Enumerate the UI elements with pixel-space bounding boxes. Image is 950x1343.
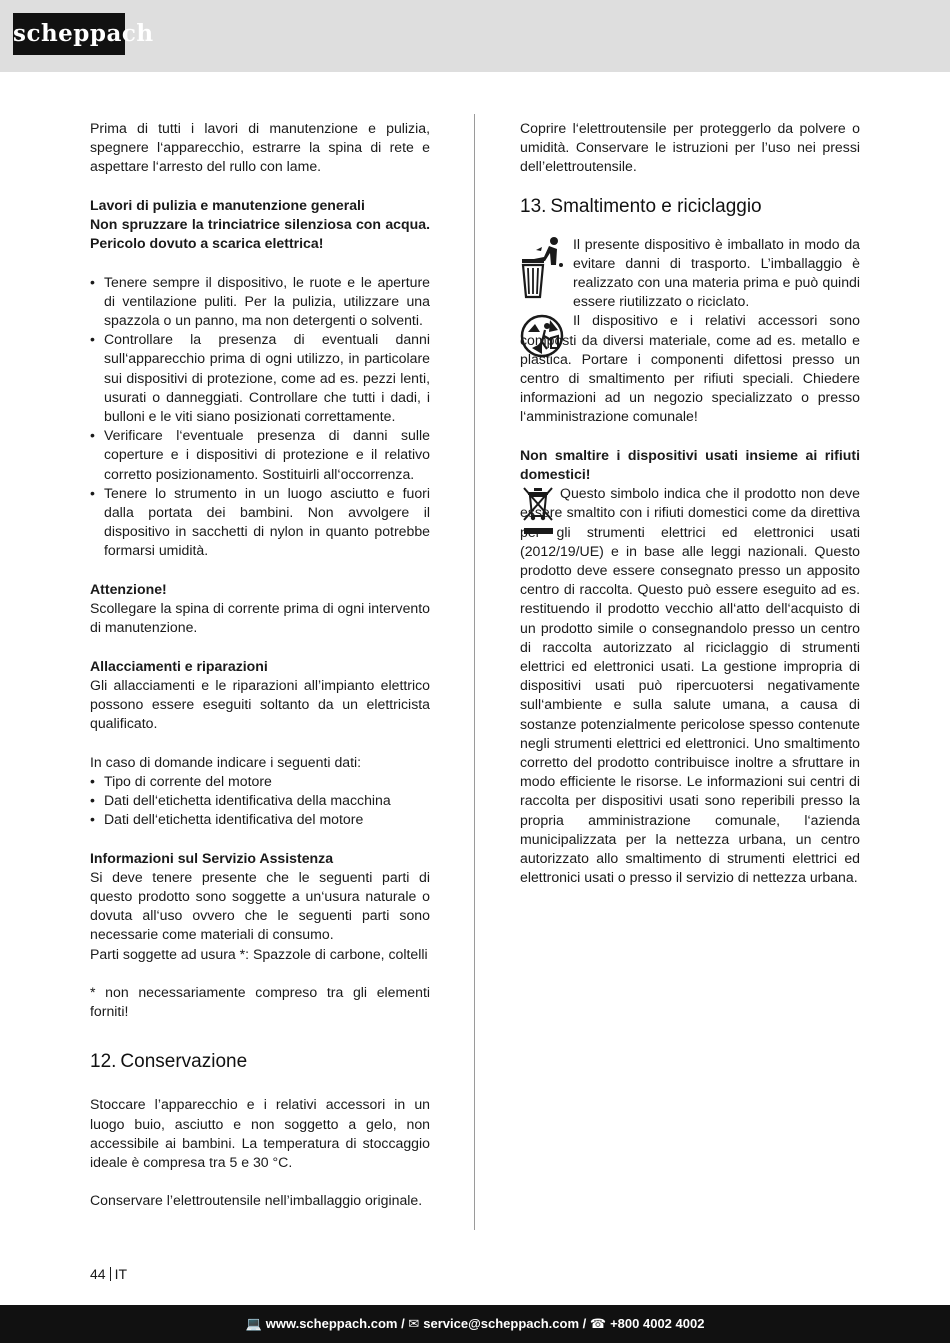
list-item: • Dati dell‘etichetta identificativa della macchina (90, 791, 430, 810)
connections-text: Gli allacciamenti e le riparazioni all’impianto elettrico possono essere eseguiti soltanto da un elettricista qualificato. (90, 676, 430, 732)
left-column (90, 119, 430, 1211)
footer-separator: / (582, 1316, 587, 1331)
service-title: Informazioni sul Servizio Assistenza (90, 849, 334, 866)
page-footer (0, 1305, 950, 1343)
list-item: • Controllare la presenza di eventuali danni sull‘apparecchio prima di ogni utilizzo, in particolare sui dispositivi di protezione, come ad es. pezzi lenti, usurati o danneggiati. Controllare che tutti i dadi, i bulloni e le viti siano posizionati correttamente. (90, 330, 430, 426)
mail-icon: ✉ (408, 1316, 420, 1331)
footer-website[interactable]: www.scheppach.com (265, 1316, 398, 1331)
list-item: • Tipo di corrente del motore (90, 772, 430, 791)
weee-block (520, 484, 860, 887)
section-number: 13. (520, 195, 547, 217)
list-item: • Dati dell‘etichetta identificativa del motore (90, 810, 430, 829)
section-12-heading (90, 1050, 430, 1074)
list-item: • Tenere lo strumento in un luogo asciutto e fuori dalla portata dei bambini. Non avvolgere il dispositivo in sacchetti di nylon in quanto potrebbe formarsi umidità. (90, 484, 430, 561)
right-column (520, 119, 860, 888)
maintenance-intro: Prima di tutti i lavori di manutenzione e pulizia, spegnere l‘apparecchio, estrarre la spina di rete e aspettare l‘arresto del rullo con lame. (90, 120, 430, 175)
page-number (90, 1265, 127, 1283)
section-number: 12. (90, 1051, 117, 1073)
cleaning-warning: Non spruzzare la trinciatrice silenziosa con acqua. Pericolo dovuto a scarica elettrica! (90, 216, 430, 252)
section-title: Conservazione (120, 1051, 248, 1073)
storage-text-2: Conservare l’elettroutensile nell’imballaggio originale. (90, 1192, 423, 1209)
page-number-value: 44 (90, 1266, 106, 1282)
list-item: • Tenere sempre il dispositivo, le ruote e le aperture di ventilazione puliti. Per la pulizia, utilizzare una spazzola o un panno, ma non detergenti o solventi. (90, 273, 430, 331)
list-item: • Verificare l‘eventuale presenza di danni sulle coperture e i dispositivi di protezione e il relativo corretto posizionamento. Sostituirli all‘occorrenza. (90, 426, 430, 484)
section-13-heading (520, 195, 860, 219)
packaging-text: Il presente dispositivo è imballato in modo da evitare danni di trasporto. L’imballaggio è realizzato con una materia prima e può quindi essere riutilizzato o riciclato. (573, 235, 860, 310)
footer-phone[interactable]: +800 4002 4002 (610, 1316, 705, 1331)
footnote: * non necessariamente compreso tra gli elementi forniti! (90, 984, 430, 1020)
cleaning-title: Lavori di pulizia e manutenzione generali (90, 196, 365, 213)
accessories-text: Il dispositivo e i relativi accessori sono composti da diversi materiale, come ad es. metallo e plastica. Portare i componenti difettosi presso un centro di smaltimento per rifiuti speciali. Chiedere informazioni ad un negozio specializzato o presso l‘amministrazione comunale! (520, 312, 860, 425)
footer-email[interactable]: service@scheppach.com (423, 1316, 580, 1331)
column-divider (474, 114, 475, 1230)
page-header (0, 0, 950, 72)
storage-text-1: Stoccare l’apparecchio e i relativi accessori in un luogo buio, asciutto e non soggetto a gelo, non accessibile ai bambini. La temperatura di stoccaggio ideale è compresa tra 5 e 30 °C. (90, 1096, 430, 1171)
packaging-block (520, 235, 860, 427)
page-language: IT (114, 1266, 128, 1282)
attention-title: Attenzione! (90, 580, 167, 597)
cleaning-list (90, 273, 430, 561)
wear-parts: Parti soggette ad usura *: Spazzole di carbone, coltelli (90, 945, 428, 962)
scheppach-logo: scheppach (13, 13, 125, 55)
questions-intro: In caso di domande indicare i seguenti dati: (90, 753, 362, 770)
service-text: Si deve tenere presente che le seguenti parti di questo prodotto sono soggette a un‘usura naturale o dovuta all‘uso ovvero che le seguenti parti sono necessarie come materiali di consumo. (90, 868, 430, 943)
connections-title: Allacciamenti e riparazioni (90, 657, 268, 674)
questions-list (90, 772, 430, 830)
weee-text: Questo simbolo indica che il prodotto non deve essere smaltito con i rifiuti domestici come da direttiva per gli strumenti elettrici ed elettronici usati (2012/19/UE) e in base alle leggi nazionali. Questo prodotto deve essere consegnato presso un apposito centro di raccolta. Questo può essere eseguito ad es. restituendo il prodotto vecchio all‘atto dell‘acquisto di un prodotto simile o consegnandolo presso un centro di raccolta autorizzato al riciclaggio di strumenti elettrici ed elettronici usati. La gestione impropria di dispositivi usati può ripercuotersi negativamente sull‘ambiente e sulla salute umana, a causa di sostanze potenzialmente pericolose spesso contenute negli strumenti elettrici ed elettronici. Uno smaltimento corretto del prodotto contribuisce inoltre a sfruttare in modo efficiente le risorse. Le informazioni sui centri di raccolta per dispositivi usati sono reperibili presso la propria amministrazione comunale, l‘azienda municipalizzata per la nettezza urbana, un centro autorizzato allo smaltimento di strumenti elettrici ed elettronici usati o presso il servizio di nettezza urbana. (520, 485, 860, 886)
phone-icon: ☎ (589, 1316, 607, 1331)
cover-text: Coprire l‘elettroutensile per proteggerlo da polvere o umidità. Conservare le istruzioni per l’uso nei pressi dell’elettroutensile. (520, 120, 860, 175)
section-title: Smaltimento e riciclaggio (550, 195, 762, 217)
footer-separator: / (401, 1316, 405, 1331)
attention-text: Scollegare la spina di corrente prima di ogni intervento di manutenzione. (90, 600, 431, 636)
weee-title: Non smaltire i dispositivi usati insieme ai rifiuti domestici! (520, 446, 860, 483)
laptop-icon: 💻 (245, 1316, 262, 1331)
page-number-divider (110, 1267, 111, 1281)
